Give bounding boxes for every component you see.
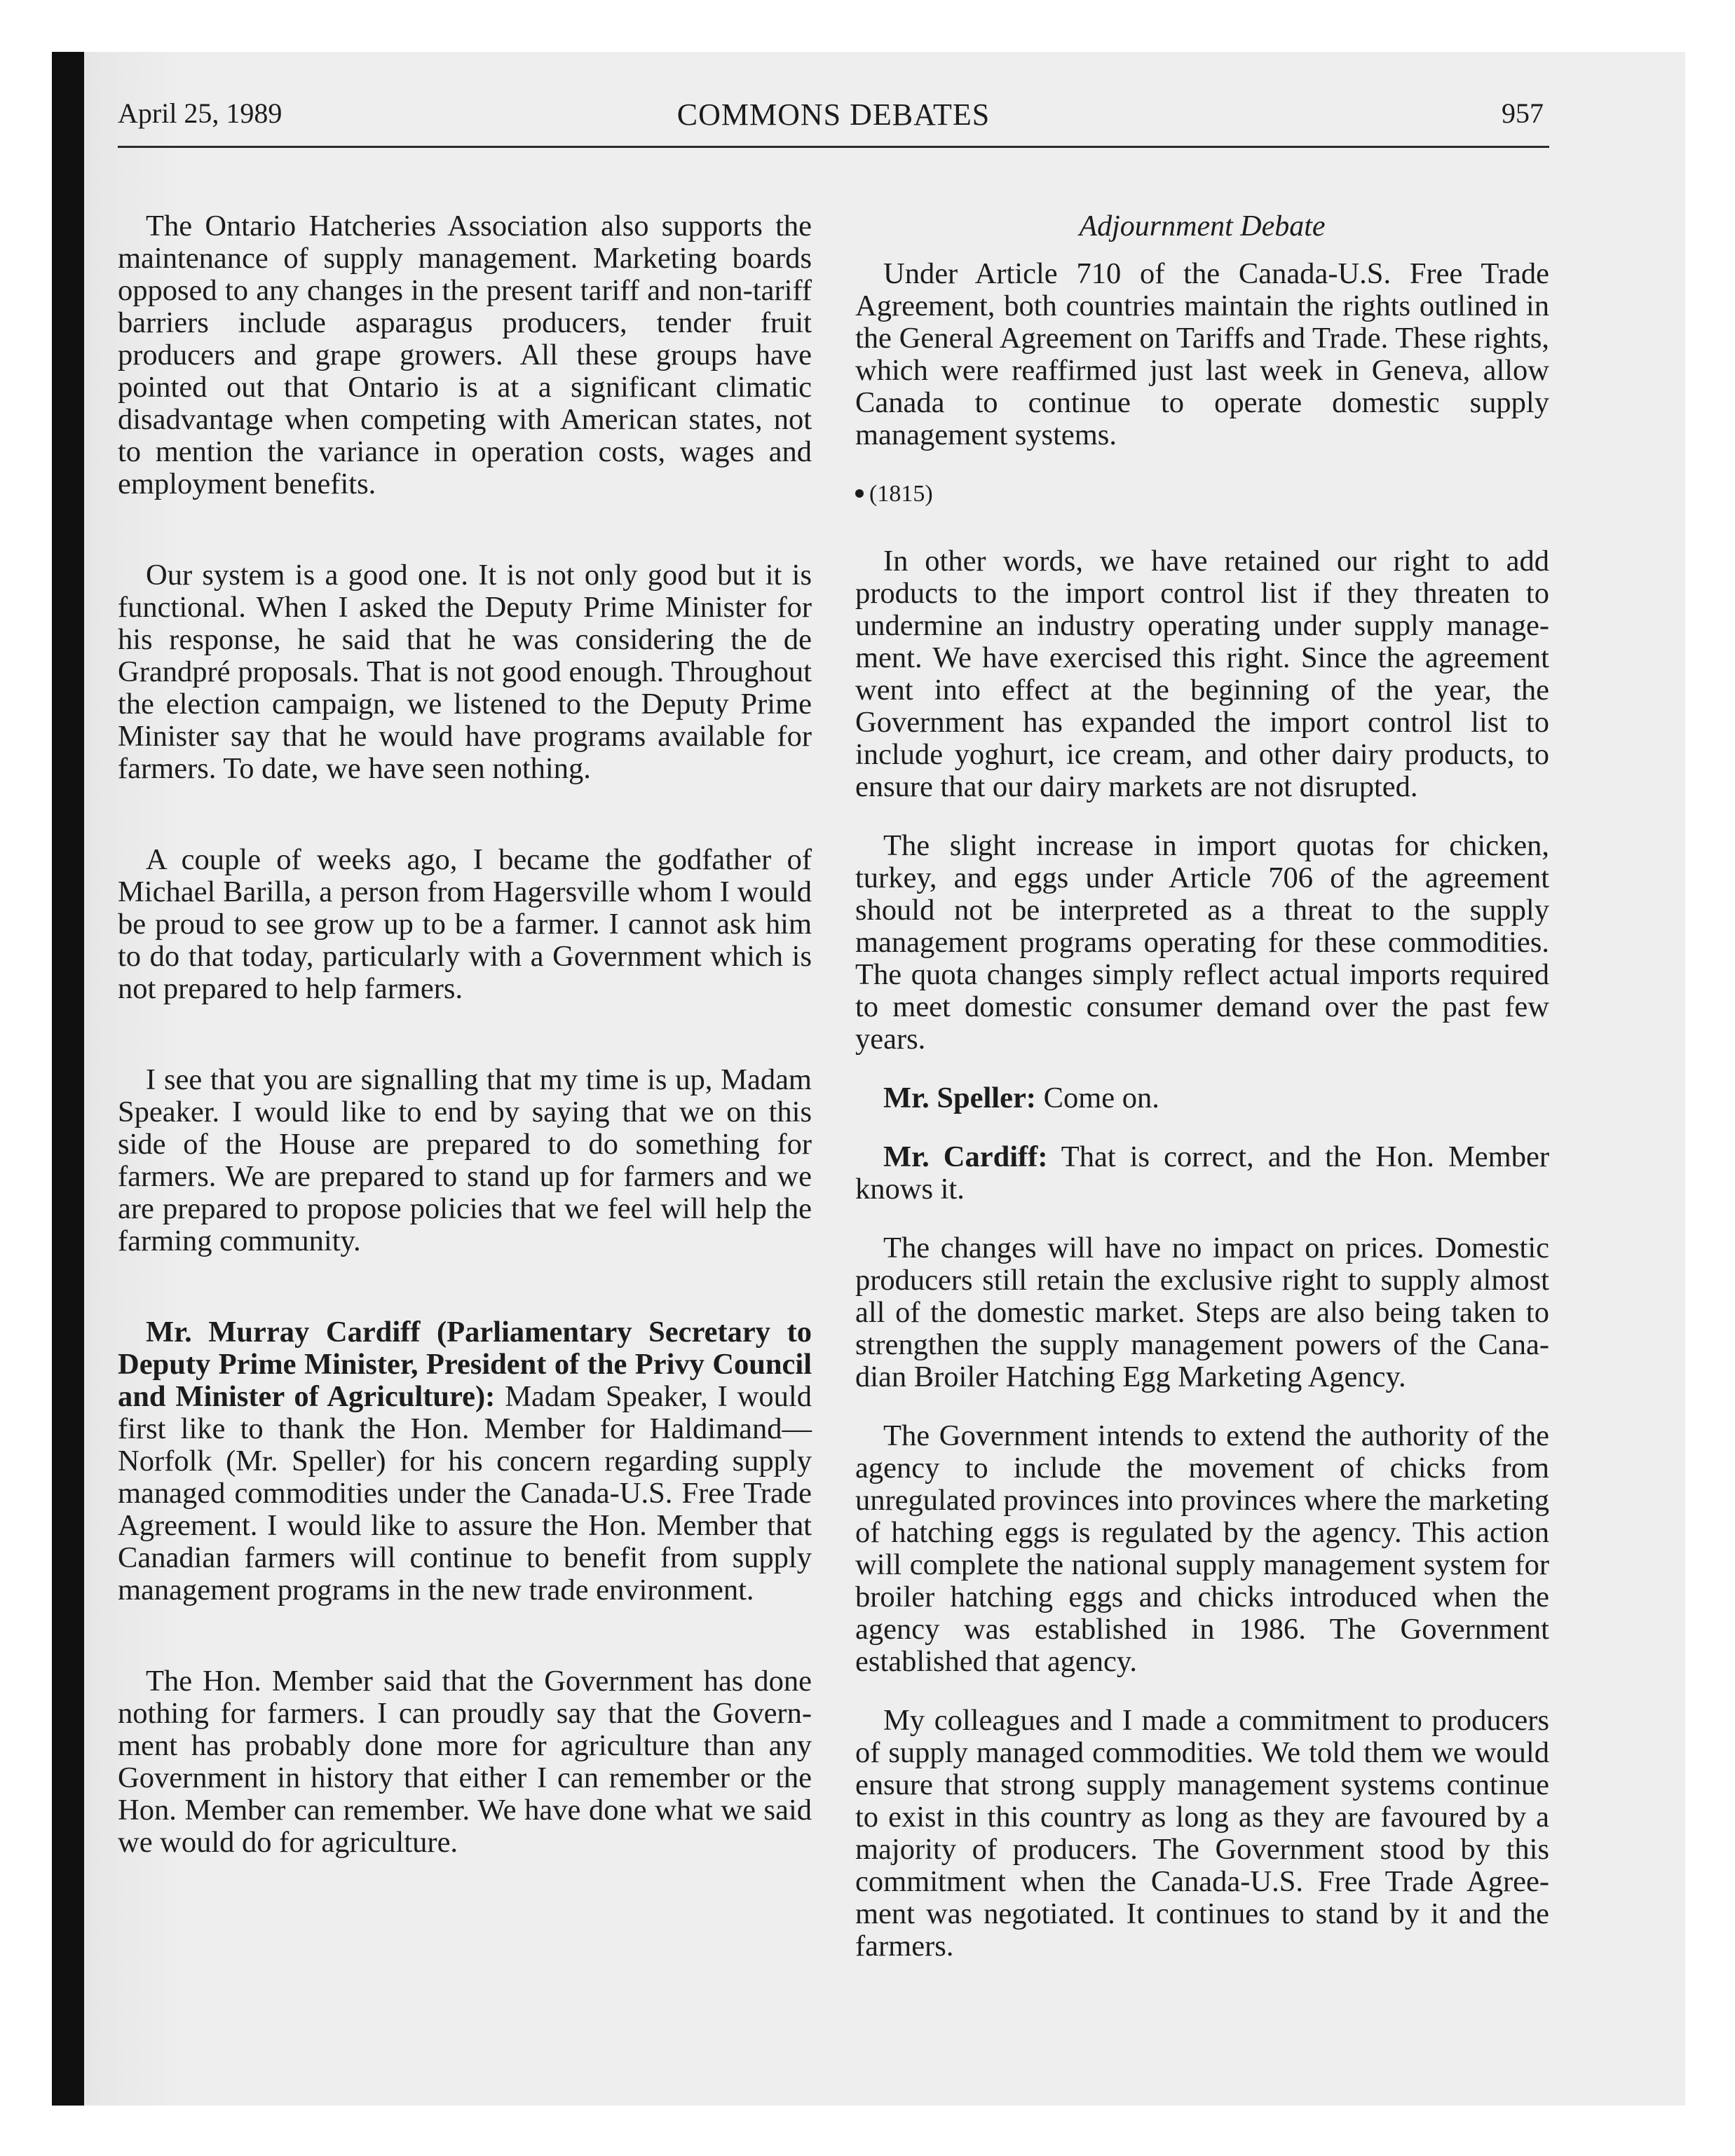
speech-paragraph: [118, 1316, 812, 1606]
section-heading: Adjournment Debate: [1079, 210, 1326, 243]
speech-text: Madam Speaker, I would first like to thank the Hon. Member for Haldimand—Norfolk (Mr. Speller) for his concern regarding supply managed commodities under the Canada-U.S. Free Trade Agreement. I would like to assure the Hon. Member that Canadian farmers will continue to benefit from supply management programs in the new trade environment.: [118, 1380, 812, 1606]
header-title: COMMONS DEBATES: [676, 97, 991, 132]
paragraph: Under Article 710 of the Canada-U.S. Free Trade Agreement, both countries maintain the rights outlined in the General Agreement on Tariffs and Trade. These rights, which were reaffirmed just last week in Geneva, allow Canada to continue to operate domestic supply management systems.: [855, 257, 1549, 451]
speaker-name: Mr. Speller:: [883, 1082, 1036, 1114]
left-column: [118, 210, 812, 1859]
paragraph: I see that you are signalling that my time is up, Madam Speaker. I would like to end by saying that we on this side of the House are prepared to do something for farmers. We are prepared to stand up for farmers and we are prepared to propose policies that we feel will help the farming community.: [118, 1063, 812, 1257]
right-column: [855, 210, 1549, 1989]
page-header: [118, 97, 1549, 148]
paragraph: The Government intends to extend the authority of the agency to include the movement of chicks from unregulated provinces into provinces where the marketing of hatching eggs is regulated by the agency. This action will complete the national supply management system for broiler hatching eggs and chicks introduced when the agency was established in 1986. The Government established that agency.: [855, 1419, 1549, 1678]
paragraph: Our system is a good one. It is not only good but it is functional. When I asked the Deputy Prime Minister for his response, he said that he was considering the de Grandpré proposals. That is not good enough. Throughout the election campaign, we listened to the Deputy Prime Minister say that he would have programs available for farmers. To date, we have seen nothing.: [118, 559, 812, 785]
paragraph: The Ontario Hatcheries Association also supports the maintenance of supply management. Marketing boards opposed to any changes in the present tariff and non-tariff barriers include asparagus producers, tender fruit producers and grape growers. All these groups have pointed out that Ontario is at a significant climatic disadvantage when competing with American states, not to mention the variance in operation costs, wages and employment benefits.: [118, 210, 812, 500]
speech-text: Come on.: [1035, 1082, 1159, 1114]
speech-paragraph: [855, 1082, 1549, 1114]
paragraph: In other words, we have retained our right to add products to the import control list if they threaten to undermine an industry operating under supply management. We have exercised this right. Since the agreement went into effect at the beginning of the year, the Government has expanded the import control list to include yoghurt, ice cream, and other dairy products, to ensure that our dairy markets are not disrupted.: [855, 545, 1549, 803]
paragraph: The Hon. Member said that the Government has done nothing for farmers. I can proudly say that the Government has probably done more for agriculture than any Government in history that either I can remember or the Hon. Member can remember. We have done what we said we would do for agriculture.: [118, 1665, 812, 1859]
speech-text: That is correct, and the Hon. Member knows it.: [855, 1140, 1549, 1206]
paragraph: The slight increase in import quotas for chicken, turkey, and eggs under Article 706 of the agreement should not be interpreted as a threat to the supply management programs operating for these commodities. The quota changes simply reflect actual imports required to meet domestic consumer demand over the past few years.: [855, 829, 1549, 1056]
time-marker-text: (1815): [869, 481, 933, 507]
speaker-name: Mr. Cardiff:: [883, 1140, 1048, 1173]
paragraph: My colleagues and I made a commitment to producers of supply managed commodities. We told them we would ensure that strong supply management systems continue to exist in this country as long as they are favoured by a majority of producers. The Government stood by this commitment when the Canada-U.S. Free Trade Agreement was negotiated. It continues to stand by it and the farmers.: [855, 1704, 1549, 1963]
paragraph: The changes will have no impact on prices. Domestic producers still retain the exclusive right to supply almost all of the domestic market. Steps are also being taken to strengthen the supply management powers of the Canadian Broiler Hatching Egg Marketing Agency.: [855, 1231, 1549, 1393]
speaker-name: Mr. Murray Cardiff (Parliamentary Secretary to Deputy Prime Minister, President of the Privy Council and Minister of Agriculture):: [118, 1316, 812, 1413]
paragraph: A couple of weeks ago, I became the godfather of Michael Barilla, a person from Hagersville whom I would be proud to see grow up to be a farmer. I cannot ask him to do that today, particularly with a Government which is not prepared to help farmers.: [118, 843, 812, 1005]
header-date: April 25, 1989: [118, 97, 283, 129]
time-marker: [855, 478, 1549, 510]
binding-shadow: [52, 52, 84, 2106]
page-number: 957: [1502, 97, 1544, 129]
bullet-icon: [855, 489, 864, 498]
speech-paragraph: [855, 1141, 1549, 1206]
